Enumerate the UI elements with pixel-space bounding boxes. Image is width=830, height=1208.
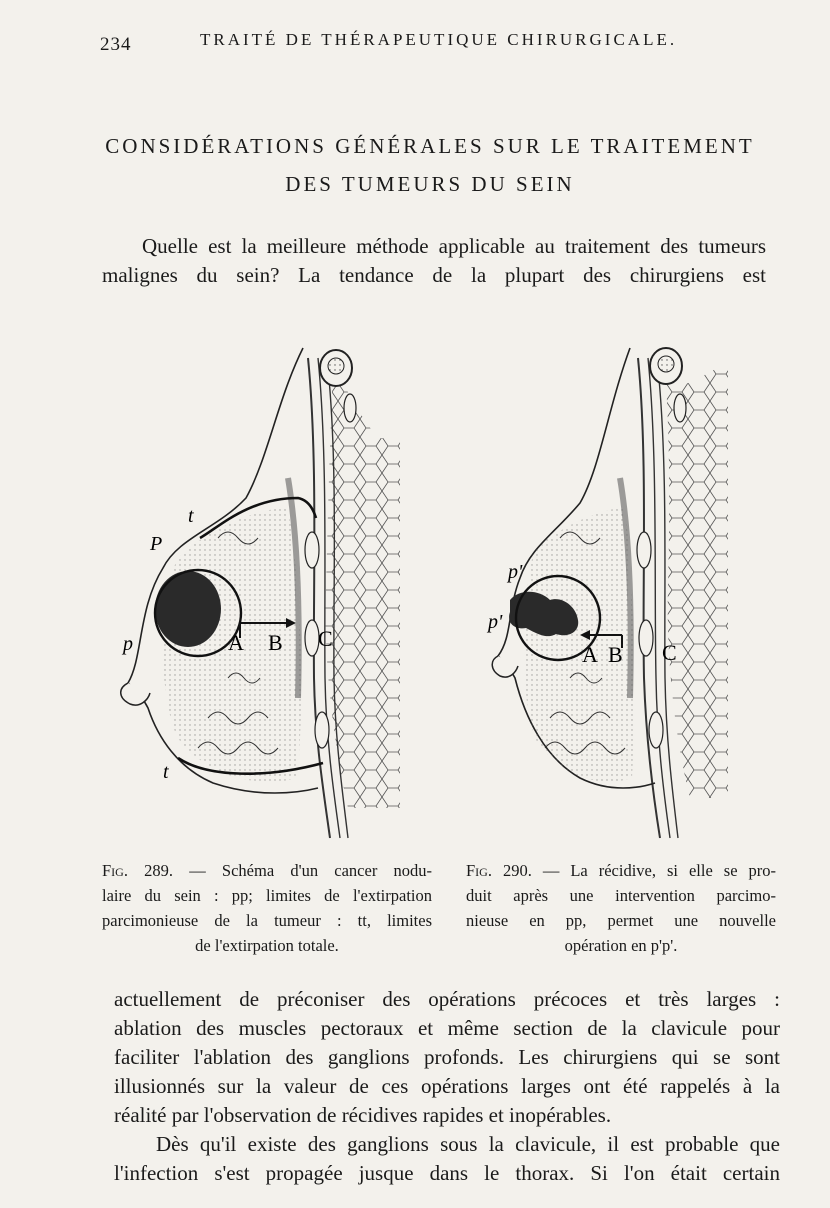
caption-line: parcimonieuse de la tumeur : tt, limites [102,911,432,930]
label-a: A [582,642,598,667]
label-t-lower: t [163,761,169,783]
figure-290-caption [466,858,776,958]
caption-text: — La récidive, si elle se pro- [531,861,777,880]
figure-label: Fig. 290. [466,861,532,880]
intro-line-2: malignes du sein? La tendance de la plupart des chirurgiens est [102,263,766,287]
body-line-2: ablation des muscles pectoraux et même section de la clavicule pour [114,1016,780,1040]
nipple [492,656,518,677]
label-b: B [608,642,623,667]
body-line-3: faciliter l'ablation des ganglions profonds. Les chirurgiens qui se sont [114,1045,780,1069]
caption-line: opération en p'p'. [564,936,678,955]
label-c: C [318,626,333,651]
label-p-upper: P [150,533,163,555]
label-t-upper: t [188,505,194,527]
caption-line: duit après une intervention parcimo- [466,886,776,905]
caption-line: laire du sein : pp; limites de l'extirpation [102,886,432,905]
chapter-title-line-2: DES TUMEURS DU SEIN [285,172,575,196]
caption-line [102,858,432,883]
caption-text: — Schéma d'un cancer nodu- [173,861,432,880]
body-line-5: réalité par l'observation de récidives rapides et inopérables. [114,1103,612,1127]
body-line-6: Dès qu'il existe des ganglions sous la clavicule, il est probable que [156,1132,780,1156]
figure-290-illustration [490,338,728,842]
page-number: 234 [100,34,132,55]
label-p-lower: p [123,633,133,655]
chest-wall-tissue [665,368,728,798]
figure-289-illustration [118,338,400,842]
body-paragraph [114,985,780,1188]
body-line-4: illusionnés sur la valeur de ces opérations larges ont été rappelés à la [114,1074,780,1098]
label-p-prime-upper: p' [508,561,523,583]
figure-289-caption [102,858,432,958]
intro-paragraph [102,232,766,290]
label-a: A [228,630,244,655]
tumor [155,571,221,647]
caption-line: de l'extirpation totale. [195,936,339,955]
label-c: C [662,640,677,665]
label-b: B [268,630,283,655]
label-p-prime-lower: p' [488,611,503,633]
intro-line-1: Quelle est la meilleure méthode applicable au traitement des tumeurs [142,234,766,258]
running-title: TRAITÉ DE THÉRAPEUTIQUE CHIRURGICALE. [200,30,678,49]
chapter-title-line-1: CONSIDÉRATIONS GÉNÉRALES SUR LE TRAITEMENT [105,134,755,158]
figure-label: Fig. 289. [102,861,174,880]
body-line-7: l'infection s'est propagée jusque dans le thorax. Si l'on était certain [114,1161,780,1185]
nipple [121,683,150,705]
caption-line: nieuse en pp, permet une nouvelle [466,911,776,930]
caption-line [466,858,776,883]
body-line-1: actuellement de préconiser des opérations précoces et très larges : [114,987,780,1011]
